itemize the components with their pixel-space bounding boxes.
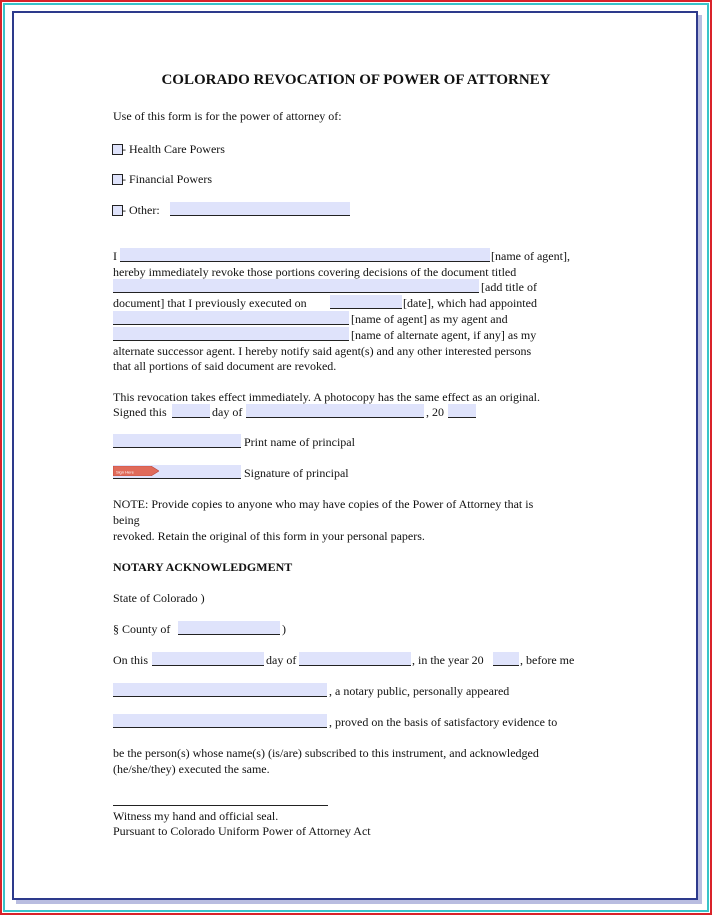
signed-month-input[interactable] (246, 404, 424, 418)
body-line-8: that all portions of said document are revoked. (113, 359, 337, 373)
county-input[interactable] (178, 621, 280, 635)
body-line-4b: [date], which had appointed (403, 296, 537, 310)
other-label: - Other: (122, 203, 160, 217)
print-name-label: Print name of principal (244, 435, 355, 449)
appeared-person-input[interactable] (113, 714, 327, 728)
notary-signature-line (113, 805, 328, 806)
body-line-4a: document] that I previously executed on (113, 296, 307, 310)
agent-as-label: [name of agent] as my agent and (351, 312, 508, 326)
alternate-agent-label: [name of alternate agent, if any] as my (351, 328, 537, 342)
in-year-label: , in the year 20 (412, 653, 484, 667)
person-line-2: (he/she/they) executed the same. (113, 762, 270, 776)
signed-year-input[interactable] (448, 404, 476, 418)
health-care-label: - Health Care Powers (122, 142, 225, 156)
signed-day-of-label: day of (212, 405, 243, 419)
notary-heading: NOTARY ACKNOWLEDGMENT (113, 560, 293, 574)
notary-year-input[interactable] (493, 652, 519, 666)
signed-this-label: Signed this (113, 405, 167, 419)
signature-label: Signature of principal (244, 466, 349, 480)
document-title: COLORADO REVOCATION OF POWER OF ATTORNEY (161, 72, 551, 88)
on-this-label: On this (113, 653, 149, 667)
document-title-input[interactable] (113, 279, 479, 293)
alternate-agent-input[interactable] (113, 327, 349, 341)
print-name-input[interactable] (113, 434, 241, 448)
sign-here-arrow-icon (113, 466, 159, 476)
signed-year-label: , 20 (426, 405, 444, 419)
i-text: I (113, 249, 117, 263)
witness-text: Witness my hand and official seal. (113, 809, 279, 823)
effect-text: This revocation takes effect immediately. A photocopy has the same effect as an original. (113, 390, 540, 404)
state-of-colorado: State of Colorado ) (113, 591, 205, 605)
other-input[interactable] (170, 202, 350, 216)
notary-day-of-label: day of (266, 653, 297, 667)
notary-month-input[interactable] (299, 652, 411, 666)
proved-label: , proved on the basis of satisfactory evidence to (329, 715, 558, 729)
county-label: § County of (113, 622, 171, 636)
financial-label: - Financial Powers (122, 172, 212, 186)
before-me-label: , before me (520, 653, 575, 667)
note-line-1: NOTE: Provide copies to anyone who may have copies of the Power of Attorney that is (113, 497, 534, 511)
note-line-3: revoked. Retain the original of this form in your personal papers. (113, 529, 425, 543)
county-close-paren: ) (282, 622, 286, 636)
body-line-2: hereby immediately revoke those portions covering decisions of the document titled (113, 265, 517, 279)
intro-text: Use of this form is for the power of attorney of: (113, 109, 342, 123)
pursuant-text: Pursuant to Colorado Uniform Power of Attorney Act (113, 824, 371, 838)
body-line-7: alternate successor agent. I hereby notify said agent(s) and any other interested persons (113, 344, 532, 358)
sign-here-tag: Sign Here (116, 469, 134, 475)
notary-public-label: , a notary public, personally appeared (329, 684, 510, 698)
add-title-label: [add title of (481, 280, 537, 294)
notary-day-input[interactable] (152, 652, 264, 666)
signed-day-input[interactable] (172, 404, 210, 418)
notary-public-input[interactable] (113, 683, 327, 697)
note-line-2: being (113, 513, 140, 527)
person-line-1: be the person(s) whose name(s) (is/are) subscribed to this instrument, and acknowledged (113, 746, 539, 760)
name-of-agent-label: [name of agent], (491, 249, 570, 263)
agent-name-2-input[interactable] (113, 311, 349, 325)
date-executed-input[interactable] (330, 295, 402, 309)
agent-name-input[interactable] (120, 248, 490, 262)
